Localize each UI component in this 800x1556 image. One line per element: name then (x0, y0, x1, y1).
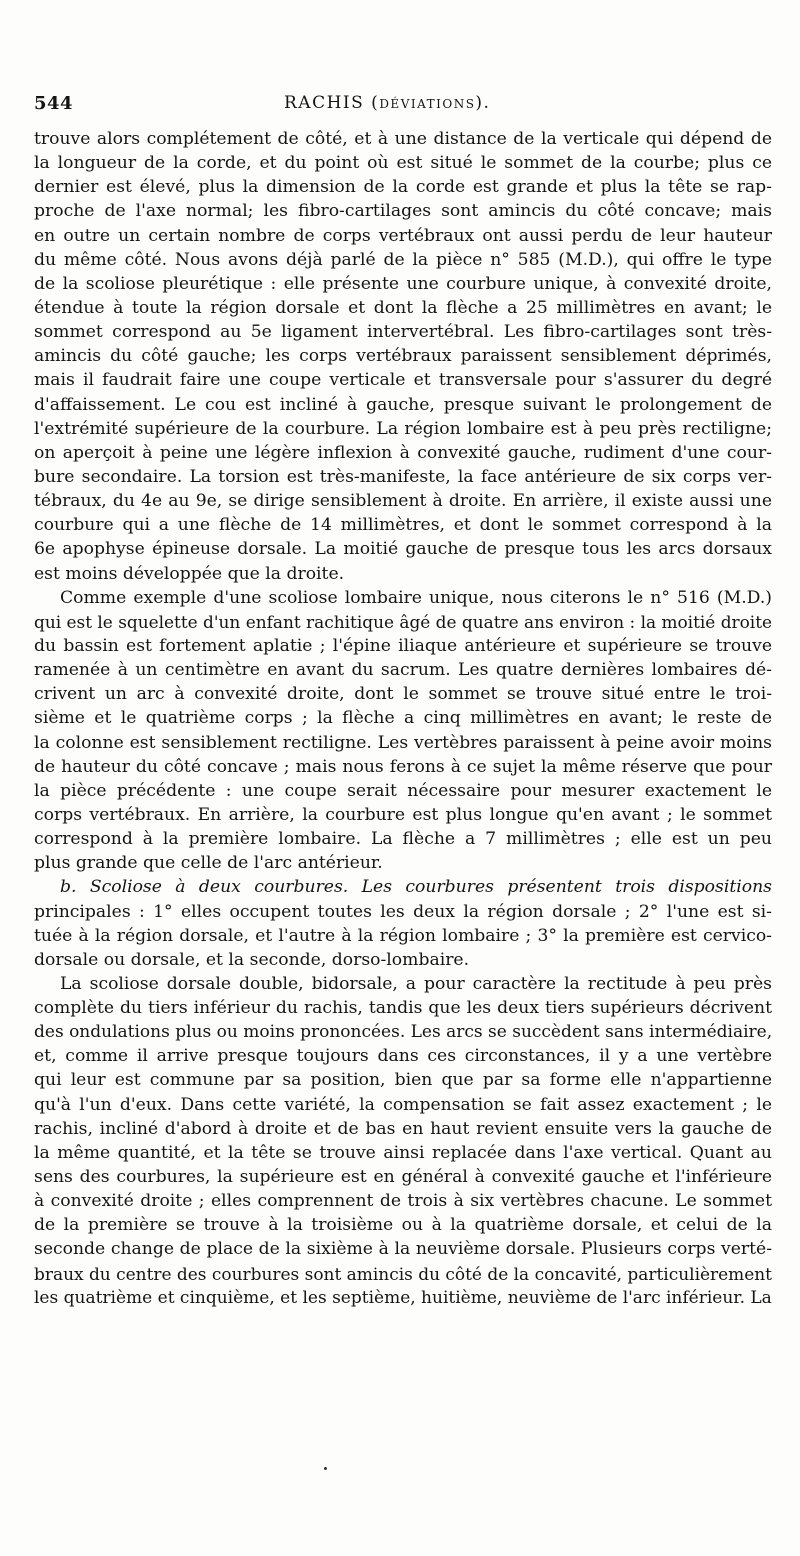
text-line: qui leur est commune par sa position, bien que par sa forme elle n'appartienne (34, 1070, 772, 1091)
text-line: principales : 1° elles occupent toutes les deux la région dorsale ; 2° l'une est si- (34, 901, 772, 922)
text-line: rachis, incliné d'abord à droite et de bas en haut revient ensuite vers la gauche de (34, 1118, 772, 1139)
page-number: 544 (34, 93, 74, 114)
text-line: qu'à l'un d'eux. Dans cette variété, la compensation se fait assez exactement ; le (34, 1094, 772, 1115)
text-line: dorsale ou dorsale, et la seconde, dorso-lombaire. (34, 949, 470, 970)
text-line: sième et le quatrième corps ; la flèche a cinq millimètres en avant; le reste de (34, 708, 772, 729)
text-line: du même côté. Nous avons déjà parlé de la pièce n° 585 (M.D.), qui offre le type (34, 249, 772, 270)
text-line: des ondulations plus ou moins prononcées. Les arcs se succèdent sans intermédiaire, (34, 1022, 773, 1043)
text-line: La scoliose dorsale double, bidorsale, a pour caractère la rectitude à peu près (60, 973, 772, 994)
section-heading-line (34, 875, 772, 899)
running-title-main: RACHIS ( (284, 93, 380, 113)
text-line: proche de l'axe normal; les fibro-cartilages sont amincis du côté concave; mais (34, 201, 772, 222)
text-line: est moins développée que la droite. (34, 563, 345, 584)
text-line: à convexité droite ; elles comprennent de trois à six vertèbres chacune. Le sommet (34, 1191, 772, 1212)
text-line: on aperçoit à peine une légère inflexion à convexité gauche, rudiment d'une cour- (34, 442, 772, 463)
text-line: étendue à toute la région dorsale et dont la flèche a 25 millimètres en avant; le (34, 297, 772, 318)
print-speck (324, 1467, 327, 1470)
text-line: tuée à la région dorsale, et l'autre à la région lombaire ; 3° la première est cervico- (34, 925, 772, 946)
section-heading-text: b. Scoliose à deux courbures. Les courbures présentent trois dispositions (60, 877, 772, 898)
text-line: complète du tiers inférieur du rachis, tandis que les deux tiers supérieurs décrivent (34, 998, 772, 1019)
running-title-smallcaps: DÉVIATIONS (379, 97, 476, 111)
text-line: en outre un certain nombre de corps vertébraux ont aussi perdu de leur hauteur (34, 225, 772, 246)
text-line: bure secondaire. La torsion est très-manifeste, la face antérieure de six corps ver- (34, 466, 772, 487)
text-line: les quatrième et cinquième, et les septième, huitième, neuvième de l'arc inférieur. La (34, 1287, 772, 1308)
text-line: plus grande que celle de l'arc antérieur. (34, 853, 383, 874)
text-line: braux du centre des courbures sont amincis du côté de la concavité, particulièrement (34, 1263, 772, 1284)
body-text (34, 127, 772, 1310)
text-line: sommet correspond au 5e ligament intervertébral. Les fibro-cartilages sont très- (34, 322, 772, 343)
text-line: du bassin est fortement aplatie ; l'épine iliaque antérieure et supérieure se trouve (34, 635, 772, 656)
text-line: dernier est élevé, plus la dimension de la corde est grande et plus la tête se rap- (34, 177, 772, 198)
text-line: la même quantité, et la tête se trouve ainsi replacée dans l'axe vertical. Quant au (34, 1142, 772, 1163)
text-line: l'extrémité supérieure de la courbure. La région lombaire est à peu près rectiligne; (34, 418, 772, 439)
text-line: courbure qui a une flèche de 14 millimètres, et dont le sommet correspond à la (34, 515, 772, 536)
text-line: sens des courbures, la supérieure est en général à convexité gauche et l'inférieure (34, 1167, 772, 1188)
text-line: crivent un arc à convexité droite, dont le sommet se trouve situé entre le troi- (34, 684, 772, 705)
text-line: de la scoliose pleurétique : elle présente une courbure unique, à convexité droite, (34, 273, 772, 294)
text-line: amincis du côté gauche; les corps vertébraux paraissent sensiblement déprimés, (34, 346, 772, 367)
text-line: d'affaissement. Le cou est incliné à gauche, presque suivant le prolongement de (34, 394, 772, 415)
text-line: trouve alors complétement de côté, et à une distance de la verticale qui dépend de (34, 129, 772, 149)
running-title-end: ). (475, 93, 491, 113)
text-line: seconde change de place de la sixième à la neuvième dorsale. Plusieurs corps verté- (34, 1239, 772, 1260)
text-line: de hauteur du côté concave ; mais nous ferons à ce sujet la même réserve que pour (34, 756, 772, 777)
text-line: 6e apophyse épineuse dorsale. La moitié gauche de presque tous les arcs dorsaux (34, 539, 772, 560)
text-line: de la première se trouve à la troisième ou à la quatrième dorsale, et celui de la (34, 1215, 772, 1236)
text-line: la colonne est sensiblement rectiligne. Les vertèbres paraissent à peine avoir moins (34, 732, 772, 753)
text-line: Comme exemple d'une scoliose lombaire unique, nous citerons le n° 516 (M.D.) (60, 587, 772, 608)
text-line: mais il faudrait faire une coupe verticale et transversale pour s'assurer du degré (34, 370, 772, 391)
text-line: la pièce précédente : une coupe serait nécessaire pour mesurer exactement le (34, 780, 772, 801)
text-line: ramenée à un centimètre en avant du sacrum. Les quatre dernières lombaires dé- (34, 660, 772, 681)
text-line: corps vertébraux. En arrière, la courbure est plus longue qu'en avant ; le sommet (34, 804, 772, 825)
text-line: la longueur de la corde, et du point où est situé le sommet de la courbe; plus ce (34, 153, 772, 174)
running-title (284, 93, 490, 113)
text-line: et, comme il arrive presque toujours dans ces circonstances, il y a une vertèbre (34, 1046, 772, 1067)
text-line: qui est le squelette d'un enfant rachitique âgé de quatre ans environ : la moitié droite (34, 611, 773, 632)
running-head (34, 93, 764, 119)
text-line: correspond à la première lombaire. La flèche a 7 millimètres ; elle est un peu (34, 829, 772, 850)
text-line: tébraux, du 4e au 9e, se dirige sensiblement à droite. En arrière, il existe aussi une (34, 491, 772, 512)
